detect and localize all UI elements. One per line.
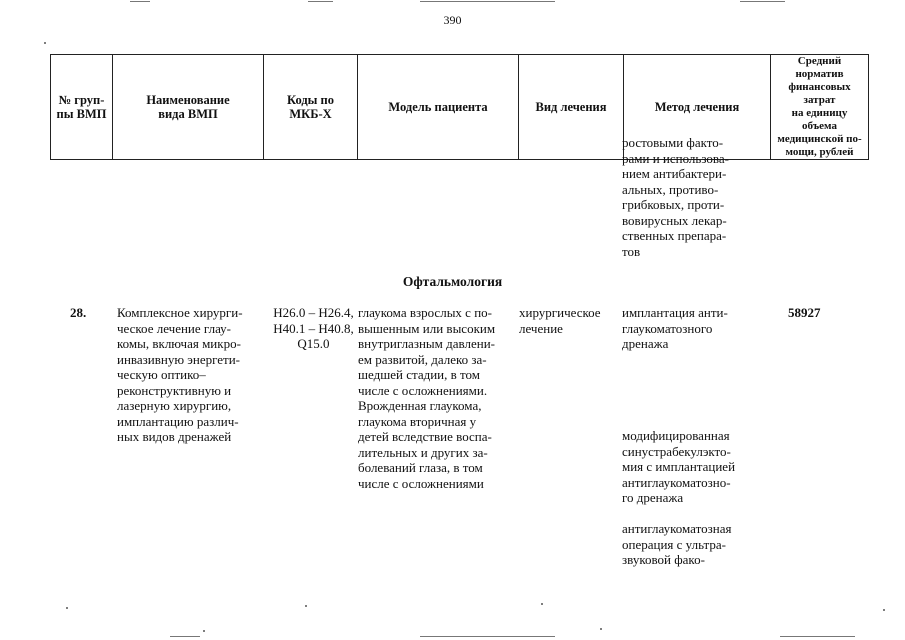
- header-treatment-method: Метод лечения: [624, 55, 771, 160]
- section-title: Офтальмология: [402, 274, 503, 289]
- scan-speck: [600, 628, 602, 630]
- header-vmp-name: Наименование вида ВМП: [113, 55, 264, 160]
- header-patient-model: Модель пациента: [358, 55, 519, 160]
- scan-speck: [203, 630, 205, 632]
- cost-norm-value: 58927: [788, 305, 821, 320]
- scan-speck: [541, 603, 543, 605]
- scan-edge-line: [308, 1, 333, 2]
- scan-edge-line: [170, 636, 200, 637]
- scan-speck: [883, 609, 885, 611]
- vmp-name-text: Комплексное хирурги- ческое лечение глау- комы, включая микро- инвазивную энергети- ческую оптико– реконструктивную и лазерную хирургию, имплантацию различ- ных видов дренажей: [117, 305, 243, 444]
- icd-codes-text: H26.0 – H26.4, H40.1 – H40.8, Q15.0: [273, 305, 354, 351]
- header-group-number: № груп- пы ВМП: [51, 55, 113, 160]
- header-cost-norm: Средний норматив финансовых затрат на единицу объема медицинской по- мощи, рублей: [771, 55, 869, 160]
- scan-edge-line: [740, 1, 785, 2]
- treatment-type-text: хирургическое лечение: [519, 305, 601, 336]
- treatment-method-1: имплантация анти- глаукоматозного дренажа: [622, 305, 728, 351]
- scan-edge-line: [130, 1, 150, 2]
- page-number: 390: [443, 13, 462, 27]
- scan-speck: [44, 42, 46, 44]
- treatment-method-3: антиглаукоматозная операция с ультра- звуковой фако-: [622, 521, 732, 567]
- header-treatment-type: Вид лечения: [519, 55, 624, 160]
- treatment-method-2: модифицированная синустрабекулэкто- мия с имплантацией антиглаукоматозно- го дренажа: [622, 428, 736, 505]
- scan-edge-line: [420, 1, 555, 2]
- scan-speck: [305, 605, 307, 607]
- patient-model-text: глаукома взрослых с по- вышенным или высоким внутриглазным давлени- ем развитой, далеко за- шедшей стадии, в том числе с осложнениями. Врожденная глаукома, глаукома вторичная у детей вследствие воспа- лительных и других за- болеваний глаза, в том числе с осложнениями: [358, 305, 496, 491]
- row-number: 28.: [70, 305, 87, 320]
- header-icd-codes: Коды по МКБ-Х: [264, 55, 358, 160]
- continuation-method-text: ростовыми факто- рами и использова- нием антибактери- альных, противо- грибковых, проти- вовирусных лекар- ственных препара- тов: [622, 135, 729, 259]
- scan-edge-line: [420, 636, 555, 637]
- scan-speck: [66, 607, 68, 609]
- scan-edge-line: [780, 636, 855, 637]
